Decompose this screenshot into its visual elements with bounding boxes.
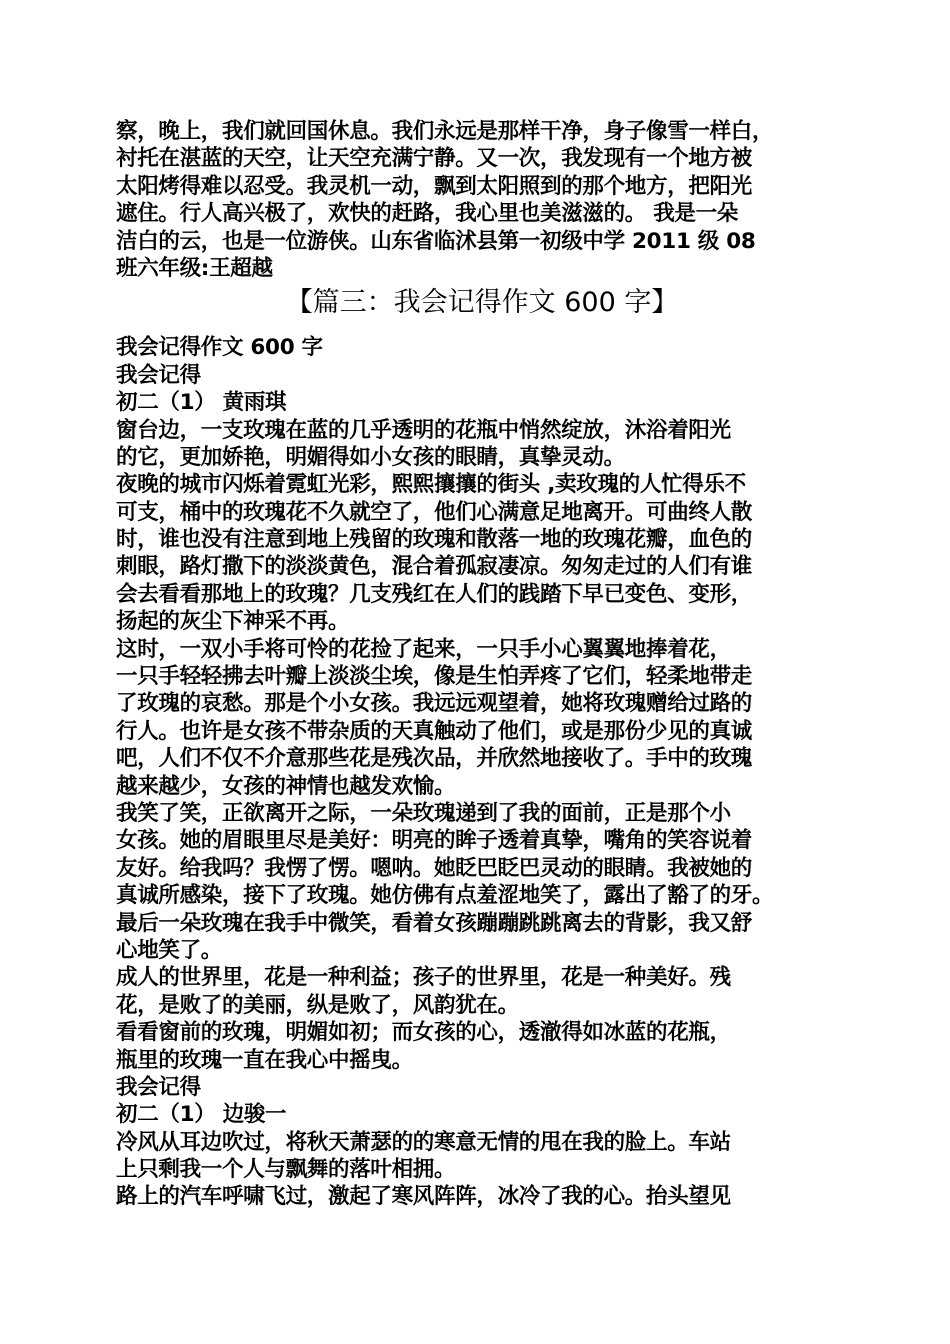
- author-line: 初二（1） 黄雨琪: [116, 390, 287, 416]
- text-line: 刺眼，路灯撒下的淡淡黄色，混合着孤寂凄凉。匆匆走过的人们有谁: [116, 554, 753, 580]
- text-line: 窗台边，一支玫瑰在蓝的几乎透明的花瓶中悄然绽放，沐浴着阳光: [116, 417, 731, 443]
- text-line: 的它，更加娇艳，明媚得如小女孩的眼睛，真挚灵动。: [116, 444, 625, 470]
- text-line: 时，谁也没有注意到地上残留的玫瑰和散落一地的玫瑰花瓣，血色的: [116, 527, 753, 553]
- text-line: 看看窗前的玫瑰，明媚如初；而女孩的心，透澈得如冰蓝的花瓶，: [116, 1020, 731, 1046]
- text-line: 衬托在湛蓝的天空，让天空充满宁静。又一次，我发现有一个地方被: [116, 146, 753, 172]
- essay-heading: 我会记得作文 600 字: [116, 335, 323, 361]
- essay-subtitle: 我会记得: [116, 1074, 201, 1100]
- text-line: 上只剩我一个人与飘舞的落叶相拥。: [116, 1157, 456, 1183]
- author-line: 初二（1） 边骏一: [116, 1102, 287, 1128]
- text-line: 友好。给我吗？我愣了愣。嗯呐。她眨巴眨巴灵动的眼睛。我被她的: [116, 855, 753, 881]
- text-line: 会去看看那地上的玫瑰？几支残红在人们的践踏下早已变色、变形，: [116, 581, 753, 607]
- text-line: 遮住。行人高兴极了，欢快的赶路，我心里也美滋滋的。 我是一朵: [116, 201, 738, 227]
- text-line: 班六年级:王超越: [116, 255, 273, 281]
- text-line: 这时，一双小手将可怜的花捡了起来，一只手小心翼翼地捧着花，: [116, 636, 731, 662]
- text-line: 瓶里的玫瑰一直在我心中摇曳。: [116, 1047, 413, 1073]
- text-line: 可支，桶中的玫瑰花不久就空了，他们心满意足地离开。可曲终人散: [116, 499, 753, 525]
- text-line: 心地笑了。: [116, 937, 223, 963]
- text-line: 真诚所感染，接下了玫瑰。她仿佛有点羞涩地笑了，露出了豁了的牙。: [116, 883, 774, 909]
- text-line: 扬起的灰尘下神采不再。: [116, 609, 350, 635]
- document-page: [116, 118, 840, 1211]
- intro-paragraph: [116, 118, 840, 282]
- text-line: 路上的汽车呼啸飞过，激起了寒风阵阵，冰冷了我的心。抬头望见: [116, 1184, 731, 1210]
- text-line: 夜晚的城市闪烁着霓虹光彩，熙熙攘攘的街头 ,卖玫瑰的人忙得乐不: [116, 472, 746, 498]
- text-line: 吧，人们不仅不介意那些花是残次品，并欣然地接收了。手中的玫瑰: [116, 746, 753, 772]
- text-line: 越来越少，女孩的神情也越发欢愉。: [116, 773, 456, 799]
- text-line: 冷风从耳边吹过，将秋天萧瑟的的寒意无情的甩在我的脸上。车站: [116, 1129, 731, 1155]
- section-title: 【篇三：我会记得作文 600 字】: [285, 287, 679, 319]
- text-line: 女孩。她的眉眼里尽是美好：明亮的眸子透着真挚，嘴角的笑容说着: [116, 828, 753, 854]
- text-line: 太阳烤得难以忍受。我灵机一动，飘到太阳照到的那个地方，把阳光: [116, 173, 753, 199]
- text-line: 洁白的云，也是一位游侠。山东省临沭县第一初级中学 2011 级 08: [116, 228, 756, 254]
- text-line: 察，晚上，我们就回国休息。我们永远是那样干净，身子像雪一样白，: [116, 119, 774, 144]
- text-line: 行人。也许是女孩不带杂质的天真触动了他们，或是那份少见的真诚: [116, 718, 753, 744]
- essay-subtitle: 我会记得: [116, 362, 201, 388]
- text-line: 最后一朵玫瑰在我手中微笑，看着女孩蹦蹦跳跳离去的背影，我又舒: [116, 910, 753, 936]
- text-line: 了玫瑰的哀愁。那是个小女孩。我远远观望着，她将玫瑰赠给过路的: [116, 691, 753, 717]
- text-line: 我笑了笑，正欲离开之际，一朵玫瑰递到了我的面前，正是那个小: [116, 800, 731, 826]
- text-line: 一只手轻轻拂去叶瓣上淡淡尘埃，像是生怕弄疼了它们，轻柔地带走: [116, 664, 753, 690]
- text-line: 花，是败了的美丽，纵是败了，风韵犹在。: [116, 992, 519, 1018]
- text-line: 成人的世界里，花是一种利益；孩子的世界里，花是一种美好。残: [116, 965, 731, 991]
- essay-body: [116, 334, 840, 1211]
